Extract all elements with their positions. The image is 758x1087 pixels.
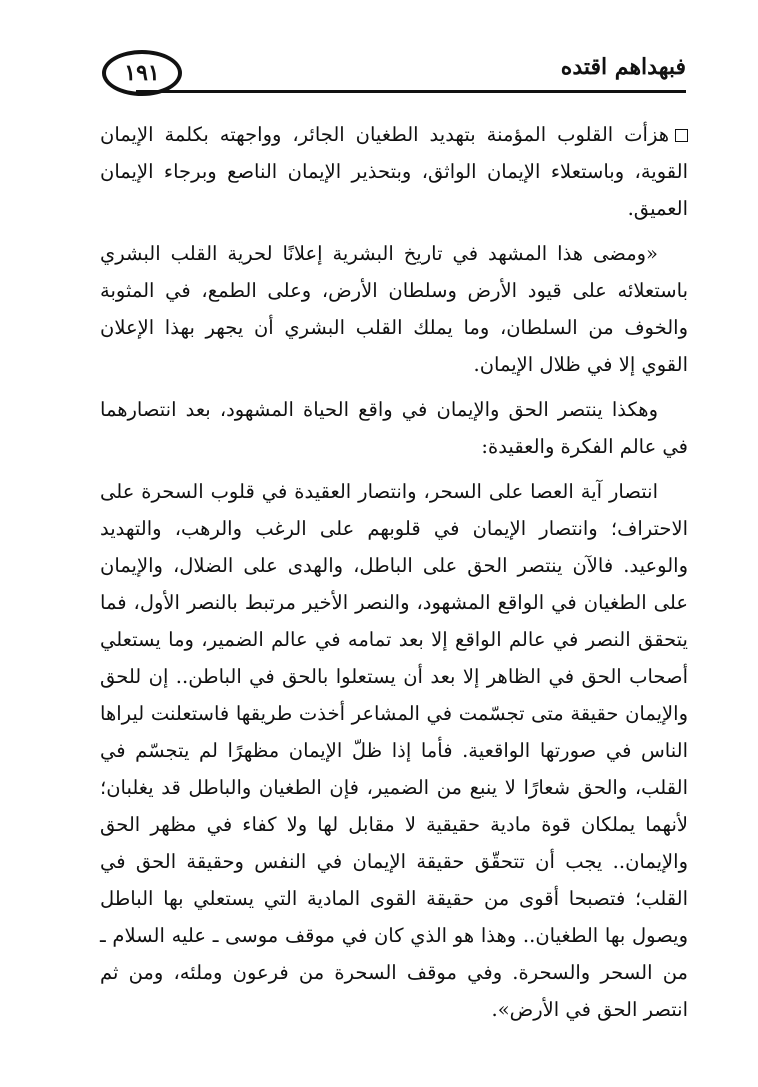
quote-paragraph: «ومضى هذا المشهد في تاريخ البشرية إعلانًا لحرية القلب البشري باستعلائه على قيود الأرض وسلطان الأرض، وعلى الطمع، في المثوبة والخوف من السلطان، وما يملك القلب البشري أن يجهر بهذا الإعلان القوي إلا في ظلال الإيمان. <box>100 242 688 376</box>
bullet-paragraph <box>100 116 688 227</box>
paragraph-3: وهكذا ينتصر الحق والإيمان في واقع الحياة المشهود، بعد انتصارهما في عالم الفكرة والعقيدة: <box>100 398 688 458</box>
book-title: فبهداهم اقتده <box>560 54 686 80</box>
square-bullet-icon <box>675 129 688 142</box>
header-rule <box>136 90 686 93</box>
page-number: ١٩١ <box>102 50 182 96</box>
paragraph-4: انتصار آية العصا على السحر، وانتصار العقيدة في قلوب السحرة على الاحتراف؛ وانتصار الإيمان في قلوبهم على الرغب والرهب، والتهديد والوعيد. فالآن ينتصر الحق على الباطل، والهدى على الضلال، والإيمان على الطغيان في الواقع المشهود، والنصر الأخير مرتبط بالنصر الأول، فما يتحقق النصر في عالم الواقع إلا بعد تمامه في عالم الضمير، وما يستعلي أصحاب الحق في الظاهر إلا بعد أن يستعلوا بالحق في الباطن.. إن للحق والإيمان حقيقة متى تجسّمت في المشاعر أخذت طريقها فاستعلنت ليراها الناس في صورتها الواقعية. فأما إذا ظلّ الإيمان مظهرًا لم يتجسّم في القلب، والحق شعارًا لا ينبع من الضمير، فإن الطغيان والباطل قد يغلبان؛ لأنهما يملكان قوة مادية حقيقية لا مقابل لها ولا كفاء في مظهر الحق والإيمان.. يجب أن تتحقّق حقيقة الإيمان في النفس وحقيقة الحق في القلب؛ فتصبحا أقوى من حقيقة القوى المادية التي يستعلي بها الباطل ويصول بها الطغيان.. وهذا هو الذي كان في موقف موسى ـ عليه السلام ـ من السحر والسحرة. وفي موقف السحرة من فرعون وملئه، ومن ثم انتصر الحق في الأرض». <box>100 480 688 1021</box>
bullet-paragraph-text: هزأت القلوب المؤمنة بتهديد الطغيان الجائر، وواجهته بكلمة الإيمان القوية، وباستعلاء الإيمان الواثق، وبتحذير الإيمان الناصع وبرجاء الإيمان العميق. <box>100 123 688 220</box>
page-body <box>100 116 688 1036</box>
page-header <box>96 44 686 100</box>
